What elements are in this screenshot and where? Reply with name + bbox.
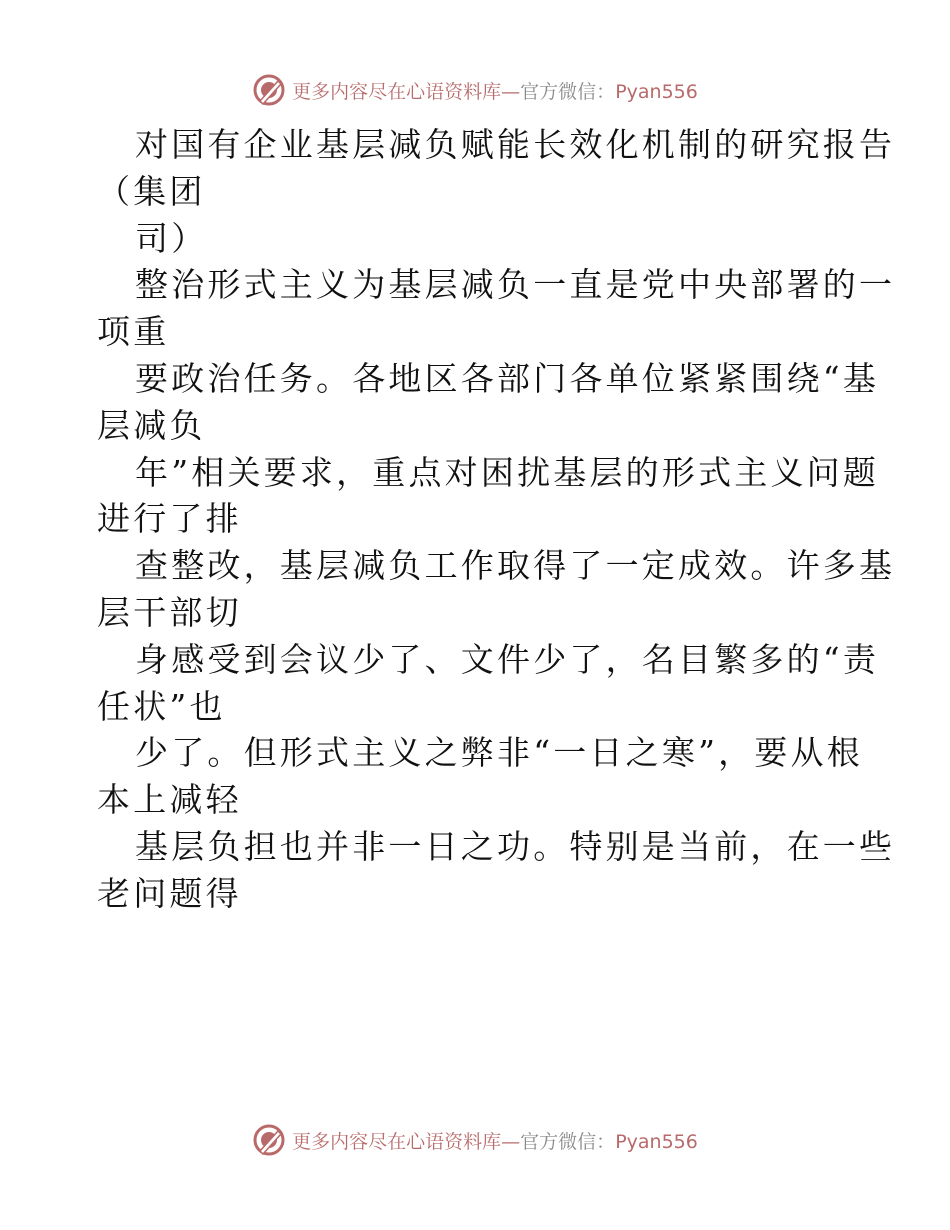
watermark-wechat-id: Pyan556	[615, 1130, 698, 1153]
watermark-wechat-label: 官方微信：	[520, 1130, 616, 1153]
text-line: 进行了排	[97, 499, 242, 539]
watermark-brand: 更多内容尽在心语资料库	[292, 1130, 502, 1153]
text-line: 对国有企业基层减负赋能长效化机制的研究报告	[135, 125, 896, 164]
text-line: 层干部切	[97, 592, 242, 632]
text-line: 年”相关要求，重点对困扰基层的形式主义问题	[135, 452, 880, 492]
header-watermark	[0, 70, 950, 110]
watermark-brand: 更多内容尽在心语资料库	[292, 80, 502, 103]
text-line: 司）	[135, 218, 208, 258]
text-line: 要政治任务。各地区各部门各单位紧紧围绕“基	[135, 358, 880, 398]
text-line: 任状”也	[97, 686, 226, 726]
watermark-dash: —	[501, 80, 521, 103]
text-line: 身感受到会议少了、文件少了，名目繁多的“责	[135, 639, 880, 679]
watermark-text	[292, 77, 698, 104]
text-line: 整治形式主义为基层减负一直是党中央部署的一	[135, 265, 896, 305]
text-line: 基层负担也并非一日之功。特别是当前，在一些	[135, 826, 896, 866]
pen-logo-icon	[252, 1123, 286, 1157]
watermark-dash: —	[501, 1130, 521, 1153]
watermark-wechat-id: Pyan556	[615, 80, 698, 103]
text-line: （集团	[97, 171, 206, 211]
text-line: 项重	[97, 312, 170, 352]
text-line: 老问题得	[97, 873, 242, 913]
text-line: 查整改，基层减负工作取得了一定成效。许多基	[135, 546, 896, 586]
footer-watermark	[0, 1120, 950, 1160]
watermark-text	[292, 1127, 698, 1154]
document-body	[97, 122, 896, 918]
watermark-wechat-label: 官方微信：	[520, 80, 616, 103]
text-line: 少了。但形式主义之弊非“一日之寒”，要从根	[135, 733, 863, 773]
text-line: 层减负	[97, 405, 206, 445]
pen-logo-icon	[252, 73, 286, 107]
text-line: 本上减轻	[97, 780, 242, 820]
